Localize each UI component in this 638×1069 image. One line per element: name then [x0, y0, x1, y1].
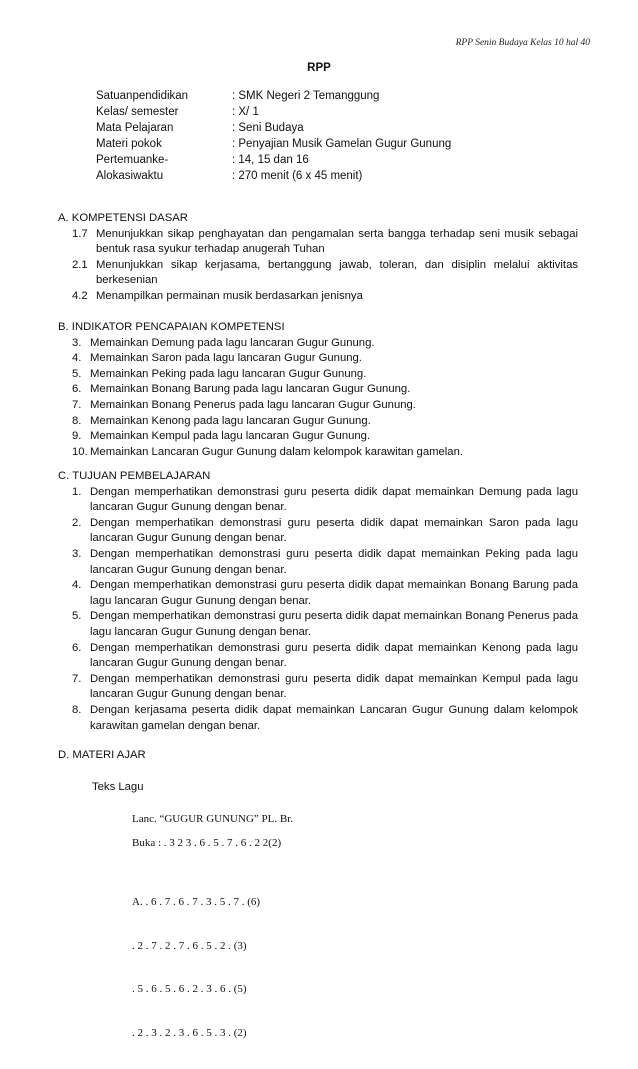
identity-row [96, 120, 451, 136]
list-item [58, 609, 578, 640]
item-text: Memainkan Lancaran Gugur Gunung dalam kelompok karawitan gamelan. [90, 445, 464, 458]
identity-row [96, 152, 451, 168]
identity-label: Satuanpendidikan [96, 90, 189, 102]
identity-value: : 14, 15 dan 16 [232, 154, 309, 166]
section-kompetensi-dasar [58, 211, 578, 305]
document-title: RPP [307, 62, 331, 74]
identity-value: : 270 menit (6 x 45 menit) [232, 170, 363, 182]
identity-row [96, 168, 451, 184]
list-item [58, 227, 578, 258]
item-text: Dengan memperhatikan demonstrasi guru peserta didik dapat memainkan Demung pada lagu lancaran Gugur Gunung dengan benar. [90, 485, 578, 514]
running-head: RPP Senin Budaya Kelas 10 hal 40 [455, 38, 590, 48]
item-number: 7. [72, 672, 82, 685]
item-number: 3. [72, 336, 82, 349]
identity-row [96, 136, 451, 152]
item-text: Memainkan Kenong pada lagu lancaran Gugur Gunung. [90, 414, 371, 427]
list-item [58, 429, 578, 445]
list-item [58, 547, 578, 578]
identity-row [96, 104, 451, 120]
item-text: Dengan memperhatikan demonstrasi guru peserta didik dapat memainkan Bonang Penerus pada lagu lancaran Gugur Gunung dengan benar. [90, 610, 578, 638]
identity-label: Materi pokok [96, 138, 162, 150]
list-item [58, 382, 578, 398]
list-item [58, 351, 578, 367]
item-text: Memainkan Saron pada lagu lancaran Gugur Gunung. [90, 352, 362, 365]
song-buka: Buka : . 3 2 3 . 6 . 5 . 7 . 6 . 2 2(2) [132, 837, 282, 849]
item-number: 8. [72, 703, 82, 716]
subsection-teks-lagu [92, 780, 612, 796]
list-item [58, 367, 578, 383]
notation-line: . 2 . 7 . 2 . 7 . 6 . 5 . 2 . (3) [132, 939, 247, 952]
list-item [58, 641, 578, 672]
section-indikator [58, 320, 578, 460]
item-text: Menunjukkan sikap penghayatan dan pengamalan serta bangga terhadap seni musik sebagai bentuk rasa syukur terhadap anugerah Tuhan [96, 227, 578, 256]
identity-row [96, 88, 451, 104]
notation-line: A. . 6 . 7 . 6 . 7 . 3 . 5 . 7 . (6) [132, 896, 261, 908]
item-number: 2. [72, 516, 82, 529]
section-heading: D. MATERI AJAR [58, 749, 146, 761]
section-heading: C. TUJUAN PEMBELAJARAN [58, 470, 211, 482]
item-text: Memainkan Bonang Barung pada lagu lancaran Gugur Gunung. [90, 383, 411, 396]
item-number: 4. [72, 352, 82, 365]
section-tujuan-pembelajaran [58, 469, 578, 734]
list-item [58, 336, 578, 352]
item-number: 7. [72, 398, 82, 411]
item-text: Memainkan Demung pada lagu lancaran Gugur Gunung. [90, 336, 375, 349]
item-text: Memainkan Bonang Penerus pada lagu lancaran Gugur Gunung. [90, 398, 416, 411]
item-number: 9. [72, 430, 82, 443]
list-item [58, 289, 578, 305]
item-number: 6. [72, 641, 82, 654]
item-text: Dengan memperhatikan demonstrasi guru peserta didik dapat memainkan Saron pada lagu lancaran Gugur Gunung dengan benar. [90, 516, 578, 545]
list-item [58, 258, 578, 289]
list-item [58, 398, 578, 414]
list-item [58, 516, 578, 547]
list-item [58, 445, 578, 461]
item-number: 1. [72, 485, 82, 498]
item-number: 10. [72, 445, 88, 458]
item-text: Memainkan Peking pada lagu lancaran Gugur Gunung. [90, 367, 367, 380]
item-text: Dengan kerjasama peserta didik dapat memainkan Lancaran Gugur Gunung dalam kelompok karawitan gamelan dengan benar. [90, 703, 578, 732]
notation-line: . 2 . 3 . 2 . 3 . 6 . 5 . 3 . (2) [132, 1026, 247, 1039]
identity-value: : Seni Budaya [232, 122, 304, 134]
item-number: 4. [72, 579, 82, 592]
identity-label: Kelas/ semester [96, 106, 179, 118]
list-item [58, 485, 578, 516]
item-text: Dengan memperhatikan demonstrasi guru peserta didik dapat memainkan Peking pada lagu lancaran Gugur Gunung dengan benar. [90, 547, 578, 576]
item-number: 4.2 [72, 289, 88, 302]
identity-value: : Penyajian Musik Gamelan Gugur Gunung [232, 138, 452, 150]
song-title: Lanc. “GUGUR GUNUNG” PL. Br. [132, 813, 294, 825]
section-heading: B. INDIKATOR PENCAPAIAN KOMPETENSI [58, 321, 285, 333]
item-text: Dengan memperhatikan demonstrasi guru peserta didik dapat memainkan Kempul pada lagu lancaran Gugur Gunung dengan benar. [90, 672, 578, 701]
identity-table [96, 88, 451, 184]
list-item [58, 672, 578, 703]
item-number: 6. [72, 383, 82, 396]
item-text: Dengan memperhatikan demonstrasi guru peserta didik dapat memainkan Bonang Barung pada lagu lancaran Gugur Gunung dengan benar. [90, 579, 578, 607]
identity-value: : X/ 1 [232, 106, 259, 118]
subsection-heading: Teks Lagu [92, 781, 144, 793]
item-text: Menunjukkan sikap kerjasama, bertanggung jawab, toleran, dan disiplin melalui aktivitas berkesenian [96, 258, 578, 287]
list-item [58, 578, 578, 609]
notation-line: . 5 . 6 . 5 . 6 . 2 . 3 . 6 . (5) [132, 983, 247, 995]
item-text: Memainkan Kempul pada lagu lancaran Gugur Gunung. [90, 430, 371, 443]
item-number: 5. [72, 610, 82, 623]
item-number: 8. [72, 414, 82, 427]
identity-label: Alokasiwaktu [96, 170, 164, 182]
item-number: 3. [72, 547, 82, 560]
item-text: Menampilkan permainan musik berdasarkan jenisnya [96, 289, 363, 302]
identity-label: Mata Pelajaran [96, 122, 174, 134]
section-heading: A. KOMPETENSI DASAR [58, 212, 188, 224]
item-number: 1.7 [72, 227, 88, 240]
item-text: Dengan memperhatikan demonstrasi guru peserta didik dapat memainkan Kenong pada lagu lancaran Gugur Gunung dengan benar. [90, 641, 578, 670]
section-materi-ajar [58, 748, 578, 764]
list-item [58, 703, 578, 734]
list-item [58, 414, 578, 430]
song-notation [132, 866, 260, 1069]
item-number: 5. [72, 367, 82, 380]
identity-label: Pertemuanke- [96, 154, 169, 166]
identity-value: : SMK Negeri 2 Temanggung [232, 90, 380, 102]
item-number: 2.1 [72, 258, 88, 271]
